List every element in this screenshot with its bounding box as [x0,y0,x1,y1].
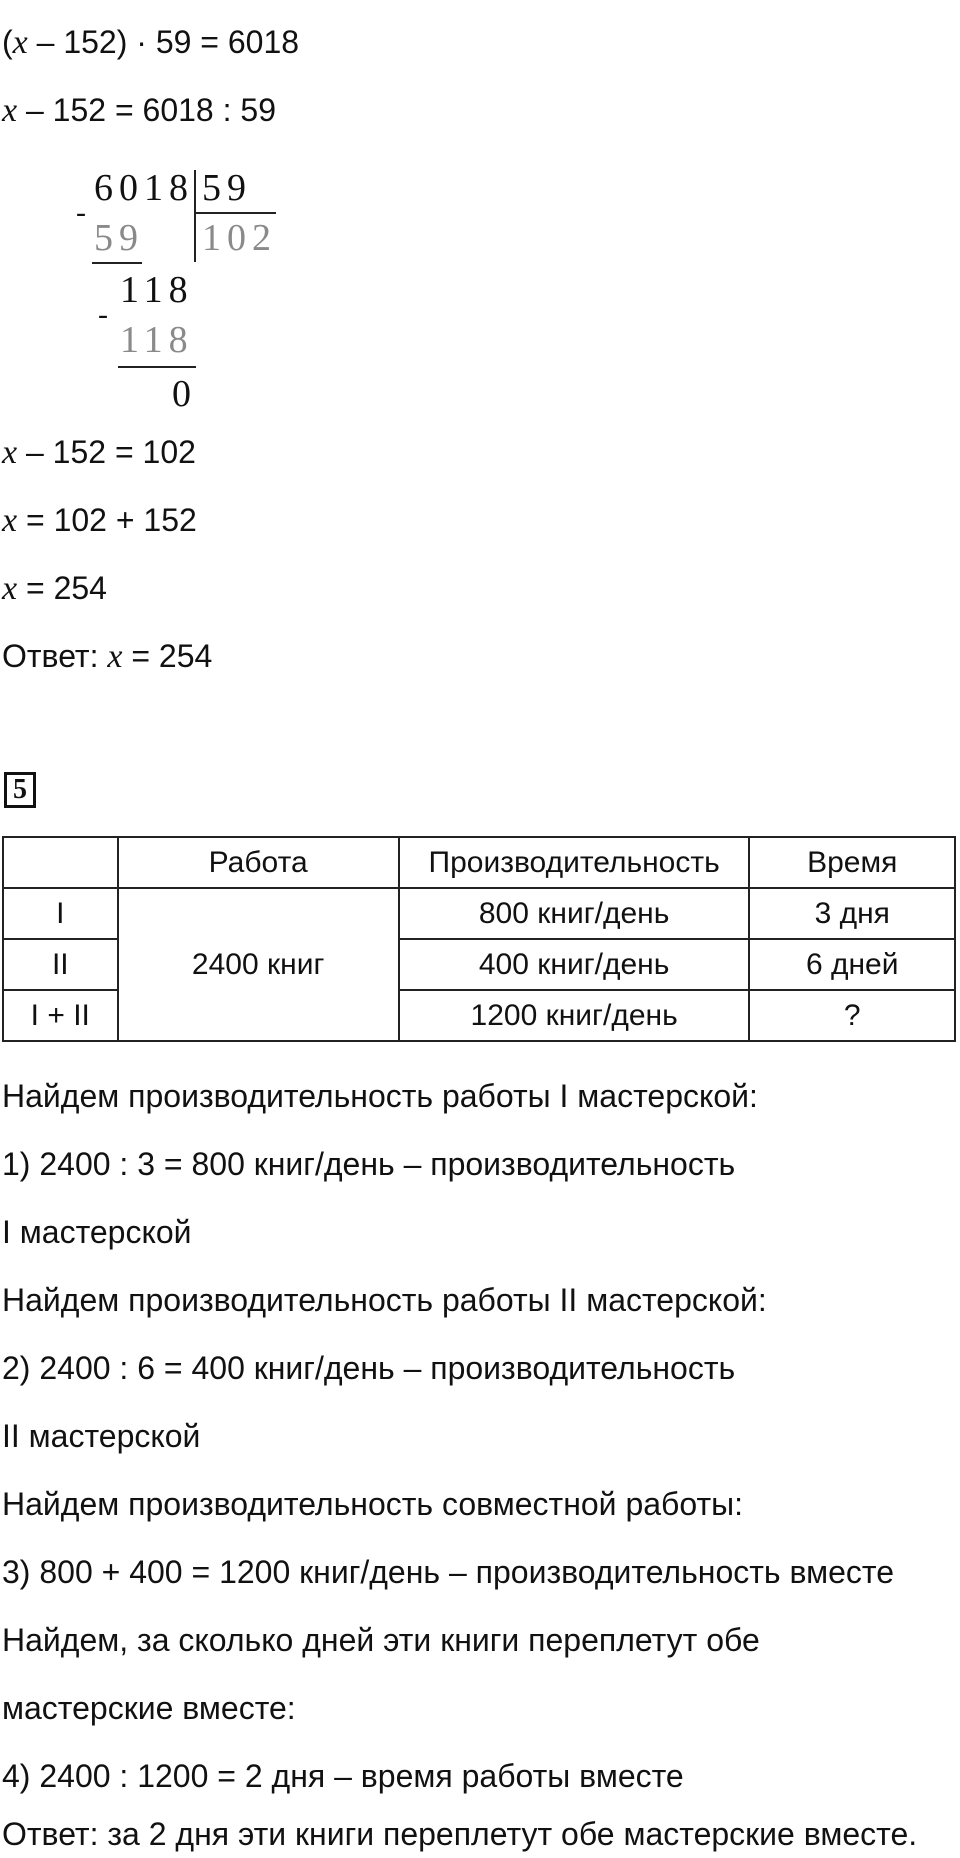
solution-line: I мастерской [2,1214,192,1250]
variable-x: x [2,570,18,607]
solution-line: II мастерской [2,1418,201,1454]
table-cell-time: 3 дня [749,888,955,939]
equation-text: = 254 [122,638,213,674]
solution-line: 2) 2400 : 6 = 400 книг/день – производительность [2,1350,736,1386]
variable-x: x [107,638,123,675]
solution-line: 1) 2400 : 3 = 800 книг/день – производительность [2,1146,736,1182]
table-cell-time: ? [749,990,955,1041]
remainder-1: 118 [120,269,194,311]
equation-prefix: ( [2,24,13,60]
division-vertical-bar [194,170,196,262]
task-number: 5 [4,772,36,808]
table-cell-work: 2400 книг [118,888,399,1041]
table-header-row [3,837,955,888]
table-header-cell [3,837,118,888]
equation-line [2,432,196,473]
subtrahend-1: 59 [94,217,144,259]
table-row [3,888,955,939]
variable-x: x [2,92,18,129]
minus-sign: - [98,298,108,331]
table-header-cell: Работа [118,837,399,888]
final-remainder: 0 [172,373,197,415]
data-table [2,836,956,1042]
table-cell-label: I + II [3,990,118,1041]
solution-line: 4) 2400 : 1200 = 2 дня – время работы вместе [2,1758,684,1794]
table-cell-productivity: 800 книг/день [399,888,750,939]
table-cell-label: II [3,939,118,990]
solution-line: Найдем производительность совместной работы: [2,1486,743,1522]
subtrahend-2: 118 [120,319,194,361]
equation-line [2,22,299,63]
table-header-cell: Производительность [399,837,750,888]
equation-line [2,90,276,131]
table-cell-productivity: 1200 книг/день [399,990,750,1041]
subtraction-line-2 [118,366,196,368]
table-header-cell: Время [749,837,955,888]
dividend: 6018 [94,167,194,209]
answer-prefix: Ответ: [2,638,108,674]
variable-x: x [2,502,18,539]
equation-text: – 152 = 102 [17,434,196,470]
equation-text: = 102 + 152 [17,502,197,538]
answer-line: Ответ: за 2 дня эти книги переплетут обе мастерские вместе. [2,1816,918,1852]
divisor: 59 [202,167,252,209]
answer-line [2,636,212,677]
equation-text: – 152) · 59 = 6018 [27,24,300,60]
solution-line: мастерские вместе: [2,1690,296,1726]
solution-line: Найдем, за сколько дней эти книги переплетут обе [2,1622,760,1658]
subtraction-line-1 [92,262,142,264]
quotient: 102 [202,217,277,259]
solution-line: Найдем производительность работы II мастерской: [2,1282,767,1318]
equation-line [2,500,197,541]
equation-line [2,568,107,609]
solution-line: Найдем производительность работы I мастерской: [2,1078,758,1114]
minus-sign: - [76,196,86,229]
table-cell-time: 6 дней [749,939,955,990]
equation-text: – 152 = 6018 : 59 [17,92,276,128]
variable-x: x [2,434,18,471]
variable-x: x [12,24,28,61]
equation-text: = 254 [17,570,107,606]
divisor-underline [196,212,276,214]
table-cell-label: I [3,888,118,939]
solution-line: 3) 800 + 400 = 1200 книг/день – производительность вместе [2,1554,894,1590]
long-division [60,160,300,420]
table-cell-productivity: 400 книг/день [399,939,750,990]
